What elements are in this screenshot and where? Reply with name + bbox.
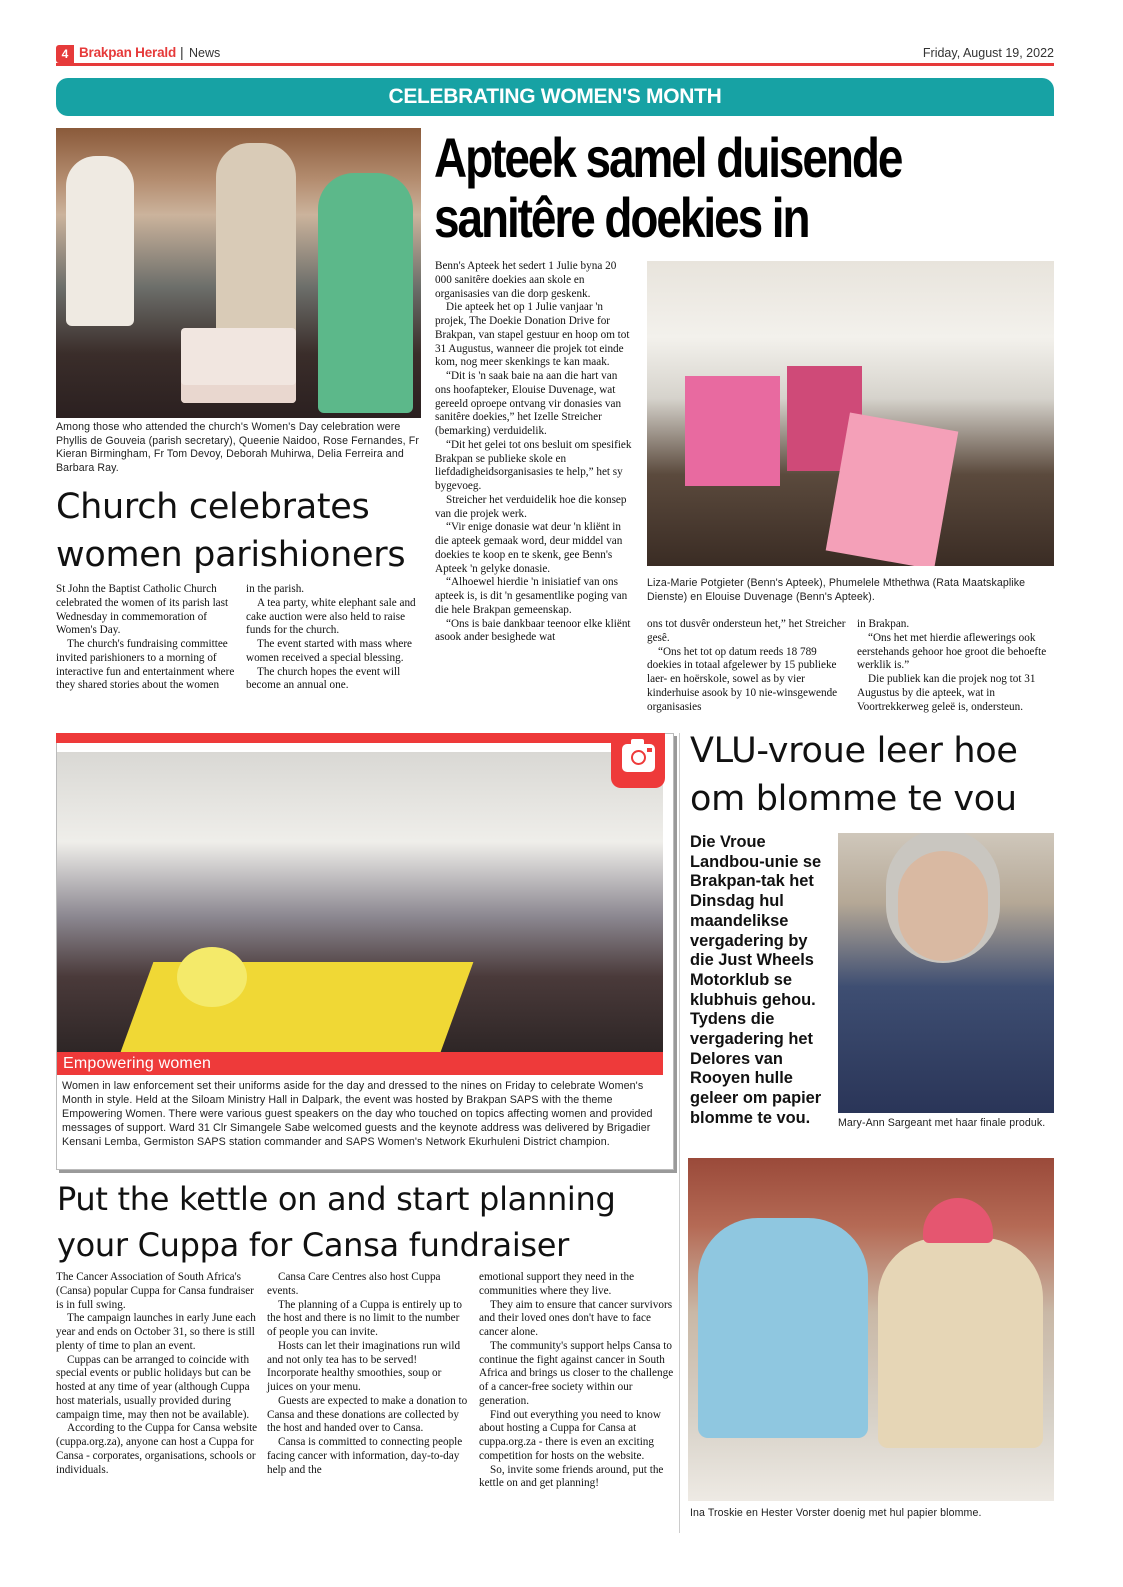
page-number-badge: 4 xyxy=(56,45,74,63)
paragraph: The church hopes the event will become an annual one. xyxy=(246,665,401,692)
paragraph: Cansa is committed to connecting people facing cancer with information, day-to-day help and the xyxy=(267,1436,463,1476)
cansa-headline xyxy=(57,1176,616,1268)
paper-name: Brakpan Herald xyxy=(79,45,176,60)
paragraph: So, invite some friends around, put the kettle on and get planning! xyxy=(479,1463,664,1490)
paragraph: The planning of a Cuppa is entirely up to the host and there is no limit to the number of people you can invite. xyxy=(267,1298,462,1338)
cansa-headline-line2: your Cuppa for Cansa fundraiser xyxy=(57,1226,570,1264)
vlu-headline xyxy=(690,727,1018,823)
paragraph: emotional support they need in the communities where they live. xyxy=(479,1271,635,1297)
paragraph: St John the Baptist Catholic Church celebrated the women of its parish last Wednesday in commemoration of Women's Day. xyxy=(56,583,229,637)
apteek-body-col2 xyxy=(647,618,847,714)
paragraph: Guests are expected to make a donation to Cansa and these donations are collected by the host and handed over to Cansa. xyxy=(267,1394,468,1435)
vlu-headline-line1: VLU-vroue leer hoe xyxy=(690,731,1018,771)
paragraph: “Dit het gelei tot ons besluit om spesifiek Brakpan se publieke skole en liefdadigheidsorganisasies te help,” het sy bygevoeg. xyxy=(435,438,632,492)
empowering-women-caption: Women in law enforcement set their uniforms aside for the day and dressed to the nines on Friday to celebrate Women's Month in style. Held at the Siloam Ministry Hall in Dalpark, the event was hosted by Brakpan SAPS with the theme Empowering Women. There were various guest speakers on the day who touched on topics affecting women and provided messages of support. Ward 31 Clr Simangele Sabe welcomed guests and the keynote address was delivered by Brigadier Kensani Lemba, Germiston SAPS station commander and SAPS Women's Network Ekurhuleni District champion. xyxy=(62,1080,653,1148)
paragraph: in Brakpan. xyxy=(857,618,910,630)
paragraph: ons tot dusvêr ondersteun het,” het Streicher gesê. xyxy=(647,618,846,644)
paragraph: Cuppas can be arranged to coincide with special events or public holidays but can be hosted at any time of year (although Cuppa host materials, usually provided during campaign time, may then not be available). xyxy=(56,1353,251,1421)
paragraph: Find out everything you need to know about hosting a Cuppa for Cansa at cuppa.org.za - there is even an exciting competition for hosts on the website. xyxy=(479,1408,661,1462)
paragraph: Benn's Apteek het sedert 1 Julie byna 20 000 sanitêre doekies aan skole en organisasies van die dorp geskenk. xyxy=(435,260,617,300)
church-headline xyxy=(56,483,405,579)
vlu-headline-line2: om blomme te vou xyxy=(690,779,1017,819)
folding-flowers-photo xyxy=(688,1158,1054,1501)
vlu-photo1-caption: Mary-Ann Sargeant met haar finale produk. xyxy=(838,1117,1046,1129)
vlu-lede: Die Vroue Landbou-unie se Brakpan-tak het Dinsdag hul maandelikse vergadering by die Just Wheels Motorklub se klubhuis gehou. Tydens die vergadering het Delores van Rooyen hulle geleer om papier blomme te vou. xyxy=(690,833,822,1127)
paragraph: Die apteek het op 1 Julie vanjaar 'n projek, The Doekie Donation Drive for Brakpan, van stapel gestuur en hoop om tot 31 Augustus, wanneer die projek tot einde kom, nog meer skenkings te kan maak. xyxy=(435,301,630,369)
paragraph: Hosts can let their imaginations run wild and not only tea has to be served! Incorporate healthy smoothies, soup or juices on your menu. xyxy=(267,1339,461,1393)
paragraph: The community's support helps Cansa to continue the fight against cancer in South Africa and brings us closer to the challenge of a cancer-free society within our generation. xyxy=(479,1339,674,1407)
paragraph: “Ons is baie dankbaar teenoor elke kliënt asook ander besighede wat xyxy=(435,617,631,644)
paragraph: Streicher het verduidelik hoe die konsep van die projek werk. xyxy=(435,493,627,520)
photo-badge xyxy=(611,733,665,788)
church-headline-line1: Church celebrates xyxy=(56,487,370,527)
church-celebration-photo xyxy=(56,128,421,418)
section-name: News xyxy=(189,46,221,60)
paragraph: A tea party, white elephant sale and cake auction were also held to raise funds for the church. xyxy=(246,596,416,637)
paragraph: The event started with mass where women received a special blessing. xyxy=(246,638,413,664)
paper-flower-photo xyxy=(838,833,1054,1113)
paragraph: Die publiek kan die projek nog tot 31 Augustus by die apteek, wat in Voortrekkerweg geleë is, ondersteun. xyxy=(857,673,1036,713)
camera-icon xyxy=(622,744,655,772)
apteek-headline-line2: sanitêre doekies in xyxy=(434,186,809,249)
paragraph: “Ons het met hierdie aflewerings ook eerstehands gehoor hoe groot die behoefte werklik is.” xyxy=(857,631,1047,672)
paragraph: “Vir enige donasie wat deur 'n kliënt in die apteek gemaak word, deur middel van doekies te koop en te skenk, gee Benn's Apteek 'n gelyke donasie. xyxy=(435,521,623,575)
church-headline-line2: women parishioners xyxy=(56,535,406,575)
paragraph: in the parish. xyxy=(246,583,305,595)
pharmacy-donation-photo xyxy=(647,261,1054,566)
apteek-body-col1 xyxy=(435,260,635,645)
pharmacy-photo-caption: Liza-Marie Potgieter (Benn's Apteek), Phumelele Mthethwa (Rata Maatskaplike Dienste) en Elouise Duvenage (Benn's Apteek). xyxy=(647,577,1026,603)
publication-date: Friday, August 19, 2022 xyxy=(922,46,1054,60)
empowering-women-title: Empowering women xyxy=(57,1052,663,1075)
vlu-photo2-caption: Ina Troskie en Hester Vorster doenig met hul papier blomme. xyxy=(690,1507,982,1519)
paragraph: “Ons het tot op datum reeds 18 789 doekies in totaal afgelewer by 15 publieke laer- en hoërskole, sowel as by vier kinderhuise asook by 10 nie-winsgewende organisasies xyxy=(647,645,838,713)
empowering-accent-bar xyxy=(56,733,664,743)
church-photo-caption: Among those who attended the church's Women's Day celebration were Phyllis de Gouveia (parish secretary), Queenie Naidoo, Rose Fernandes, Fr Kieran Birmingham, Fr Tom Devoy, Deborah Muhirwa, Delia Ferreira and Barbara Ray. xyxy=(56,421,419,474)
cansa-body-col2 xyxy=(267,1271,469,1477)
church-body-col1 xyxy=(56,583,236,693)
paragraph: The campaign launches in early June each year and ends on October 31, so there is still plenty of time to plan an event. xyxy=(56,1312,256,1352)
masthead xyxy=(56,44,1054,66)
church-body-col2 xyxy=(246,583,426,693)
paragraph: The Cancer Association of South Africa's (Cansa) popular Cuppa for Cansa fundraiser is in full swing. xyxy=(56,1271,254,1311)
paragraph: Cansa Care Centres also host Cuppa events. xyxy=(267,1271,441,1297)
cansa-body-col3 xyxy=(479,1271,681,1491)
section-banner: CELEBRATING WOMEN'S MONTH xyxy=(56,78,1054,116)
paragraph: The church's fundraising committee invited parishioners to a morning of interactive fun and entertainment where they shared stories about the women xyxy=(56,638,235,692)
paragraph: They aim to ensure that cancer survivors and their loved ones don't have to face cancer alone. xyxy=(479,1298,673,1338)
paragraph: “Alhoewel hierdie 'n inisiatief van ons apteek is, is dit 'n gesamentlike poging van die hele Brakpan gemeenskap. xyxy=(435,576,628,616)
paragraph: “Dit is 'n saak baie na aan die hart van ons hoofapteker, Elouise Duvenage, wat gereeld oproepe ontvang vir donasies van sanitêre doekies,” het Izelle Streicher (bemarking) verduidelik. xyxy=(435,370,622,437)
apteek-body-col3 xyxy=(857,618,1057,714)
apteek-headline-line1: Apteek samel duisende xyxy=(434,126,902,189)
empowering-women-photo xyxy=(57,752,663,1052)
masthead-separator: | xyxy=(180,44,184,60)
cansa-body-col1 xyxy=(56,1271,258,1477)
apteek-headline xyxy=(434,128,901,248)
paragraph: According to the Cuppa for Cansa website (cuppa.org.za), anyone can host a Cuppa for Cansa - corporates, organisations, schools or individuals. xyxy=(56,1422,258,1476)
cansa-headline-line1: Put the kettle on and start planning xyxy=(57,1180,616,1218)
